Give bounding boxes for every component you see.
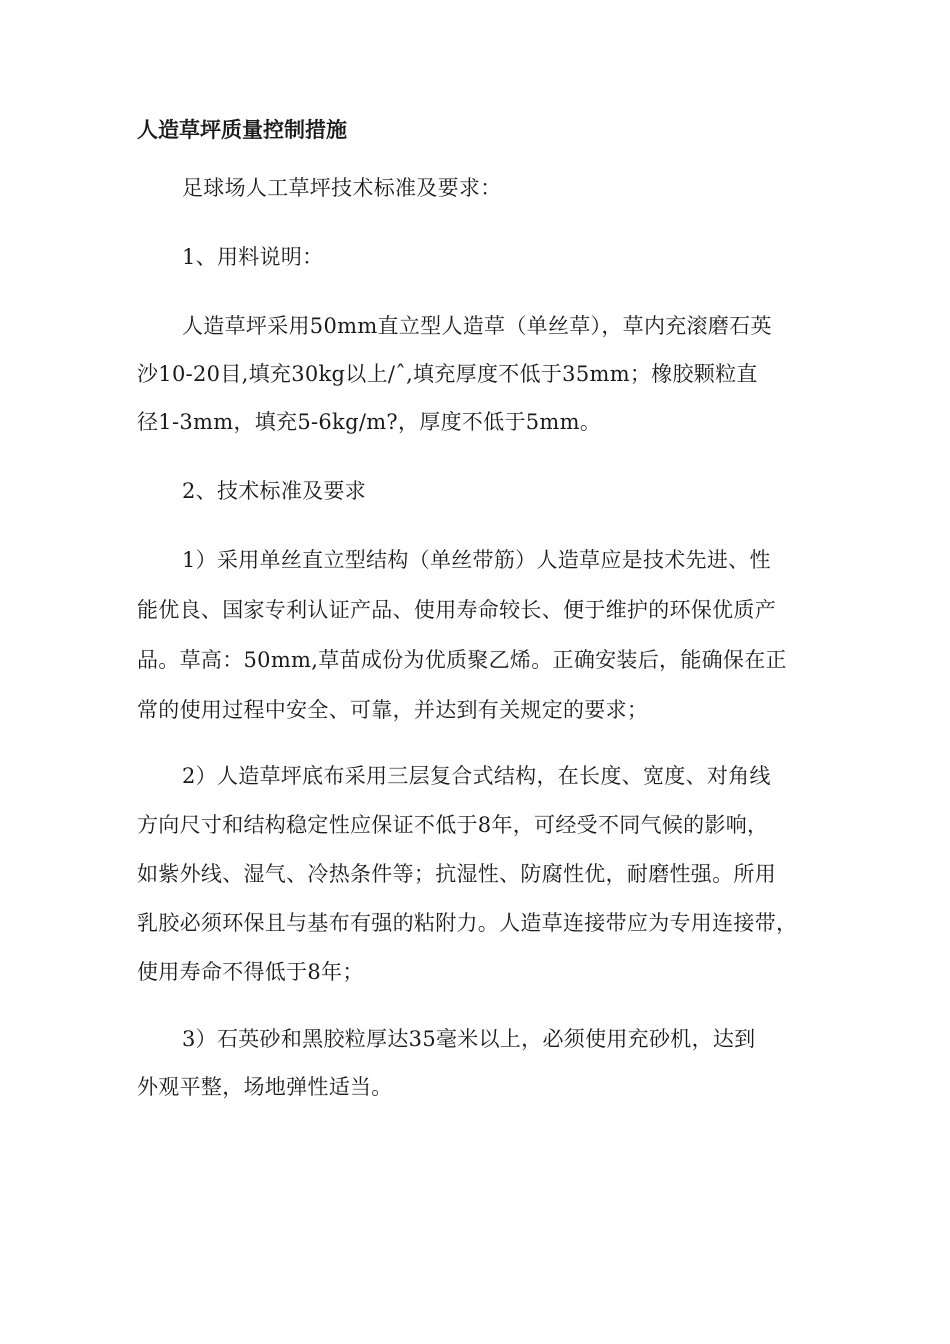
item3-line-1: 3）石英砂和黑胶粒厚达35毫米以上，必须使用充砂机，达到 <box>182 1027 756 1051</box>
item1-line-2: 能优良、国家专利认证产品、使用寿命较长、便于维护的环保优质产 <box>137 598 776 622</box>
section1-heading: 1、用料说明： <box>182 245 324 269</box>
item2-line-5: 使用寿命不得低于8年； <box>137 960 364 984</box>
item3-line-2: 外观平整，场地弹性适当。 <box>137 1075 393 1099</box>
item1-line-3: 品。草高：50mm,草苗成份为优质聚乙烯。正确安装后，能确保在正 <box>137 648 787 672</box>
item2-line-1: 2）人造草坪底布采用三层复合式结构，在长度、宽度、对角线 <box>182 764 771 788</box>
section1-line-3: 径1-3mm，填充5-6kg/m?，厚度不低于5mm。 <box>137 410 602 434</box>
item2-line-3: 如紫外线、湿气、冷热条件等；抗湿性、防腐性优，耐磨性强。所用 <box>137 862 776 886</box>
subtitle: 足球场人工草坪技术标准及要求： <box>182 176 502 200</box>
item2-line-4: 乳胶必须环保且与基布有强的粘附力。人造草连接带应为专用连接带， <box>137 911 798 935</box>
item1-line-1: 1）采用单丝直立型结构（单丝带筋）人造草应是技术先进、性 <box>182 548 771 572</box>
section1-line-2: 沙10-20目,填充30kg以上/ˆ,填充厚度不低于35mm；橡胶颗粒直 <box>137 362 758 386</box>
item2-line-2: 方向尺寸和结构稳定性应保证不低于8年，可经受不同气候的影响， <box>137 813 769 837</box>
section1-line-1: 人造草坪采用50mm直立型人造草（单丝草），草内充滚磨石英 <box>182 314 772 338</box>
item1-line-4: 常的使用过程中安全、可靠，并达到有关规定的要求； <box>137 698 649 722</box>
document-title: 人造草坪质量控制措施 <box>137 118 347 142</box>
section2-heading: 2、技术标准及要求 <box>182 479 367 503</box>
